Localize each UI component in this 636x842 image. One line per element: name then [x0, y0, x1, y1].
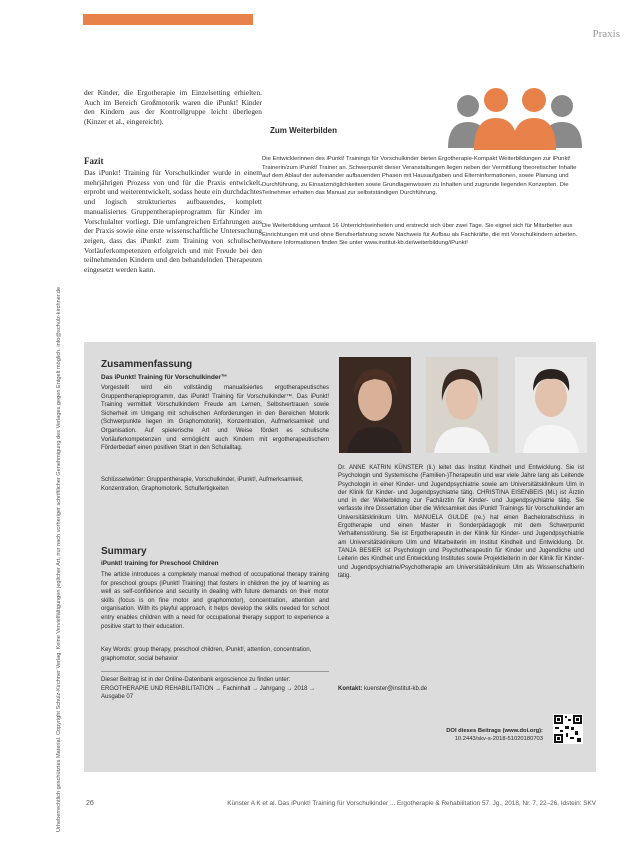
fazit-heading: Fazit [84, 156, 104, 166]
citation-divider [101, 671, 329, 672]
header-accent-bar [83, 14, 253, 25]
zusammenfassung-text: Vorgestellt wird ein vollständig manualisiertes ergotherapeutisches Gruppentherapieprogramm, das iPunkt! Training für Vorschulkinder™. Das iPunkt! Training vermittelt Vorschulkindern Freude am Lernen, Selbstvertrauen sowie Sicherheit im Umgang mit schulischen Anforderungen in den Bereichen Motorik (Schwerpunkte liegen im Graphomotorik), Konzentration, Aufmerksamkeit und Organisation. Auf spielerische Art und Weise fördert es schulische Vorläuferkompetenzen und ermöglicht auch Kindern mit ergotherapeutischem Förderbedarf einen positiven Start in den Schulalltag. [101, 385, 329, 452]
people-group-icon [440, 84, 590, 154]
weiterbilden-paragraph-2: Die Weiterbildung umfasst 16 Unterrichtseinheiten und erstreckt sich über zwei Tage. Sie eignet sich für Mitarbeiter aus Einrichtungen mit und ohne Berufserfahrung sowie Nachweis für Aufbau als Fachkräfte, die mit Vorschulkindern arbeiten. Weitere Informationen finden Sie unter www.institut-kb.de/weiterbildung/iPunkt! [262, 223, 578, 247]
fazit-paragraph: Das iPunkt! Training für Vorschulkinder wurde in einem mehrjährigen Prozess von und für die Praxis entwickelt, erprobt und weiterentwickelt, sodass heute ein durchdachtes und logisch strukturiertes aufbauendes, komplett manualisiertes Gruppentherapieprogramm für Kinder im Vorschulalter vorliegt. Die umfangreichen Erfahrungen aus der Praxis sowie eine erste wissenschaftliche Untersuchung zeigen, dass das iPunkt! zum Training von schulischen Vorläuferkompetenzen erfolgreich und mit Freude bei den teilnehmenden Kindern und den behandelnden Therapeuten eingesetzt werden kann. [84, 168, 262, 275]
doi-label: DOI dieses Beitrags (www.doi.org): [446, 728, 543, 734]
zusammenfassung-heading: Zusammenfassung [101, 359, 193, 370]
intro-paragraph: der Kinder, die Ergotherapie im Einzelsetting erhielten. Auch im Bereich Großmotorik waren die iPunkt! Kinder den Kindern aus der Kontrollgruppe leicht überlegen (Kinzer et al., eingereicht). [84, 88, 262, 126]
weiterbilden-paragraph-1: Die Entwicklerinnen des iPunkt! Trainings für Vorschulkinder bieten Ergotherapie-Kompakt Weiterbildungen zur iPunkt! Trainerin/zum iPunkt! Trainer an. Schwerpunkt dieser Veranstaltungen liegen neben der Vermittlung theoretischer Inhalte auf dem Ablauf der aufeinander aufbauenden Phasen mit Hausaufgaben und Elterninformationen, sowie Planung und Durchführung, zu Einsatzmöglichkeiten sowie Grundlagenwissen zu Inhalten und zugrunde liegenden Konzepten. Die Teilnehmer erhalten das Manual zur selbstständigen Durchführung. [262, 156, 577, 197]
contact-label: Kontakt: [338, 686, 363, 692]
copyright-note-text: Urheberrechtlich geschütztes Material. Copyright Schulz-Kirchner Verlag. Keine Vervielfältigungen jeglicher Art, nur nach vorheriger schriftlicher Genehmigung des Verlages gegen Entgelt möglich. info@schulz-kirchner.de [56, 286, 62, 832]
summary-subheading: iPunkt! training for Preschool Children [101, 560, 219, 567]
contact-line [338, 686, 427, 692]
summary-keywords: Key Words: group therapy, preschool children, iPunkt!, attention, concentration, graphomotor, social behavior [101, 647, 312, 662]
summary-heading: Summary [101, 546, 147, 557]
page-number: 26 [86, 800, 94, 807]
author-photo-left [339, 357, 411, 453]
contact-email[interactable]: kuenster@institut-kb.de [364, 686, 428, 692]
qr-code-icon[interactable] [553, 714, 583, 744]
zusammenfassung-subheading: Das iPunkt! Training für Vorschulkinder™ [101, 374, 228, 381]
doi-block [398, 727, 543, 743]
footer-reference: Künster A K et al. Das iPunkt! Training für Vorschulkinder ... Ergotherapie & Rehabilitation 57. Jg., 2018, Nr. 7, 22–26, Idstein: SKV [227, 800, 596, 807]
author-bio: Dr. ANNE KATRIN KÜNSTER (li.) leitet das Institut Kindheit und Entwicklung. Sie ist Psychologin und Systemische (Familien-)Therapeutin und war viele Jahre lang als Leitende Psychologin in einer Kinder- und Jugendpsychiatrie sowie am Universitätsklinikum Ulm in der Klinik für Kinder- und Jugendpsychiatrie tätig. CHRISTINA EISENBEIS (Mi.) ist Ärztin und in der Weiterbildung zur Fachärztin für Kinder- und Jugendpsychiatrie tätig. Sie verfasste ihre Dissertation über die Wirksamkeit des iPunkt! Trainings für Vorschulkinder am Universitätsklinikum Ulm. MANUELA GULDE (re.) hat einen Bachelorabschluss in Ergotherapie und einen Master in Sonderpädagogik mit dem Schwerpunkt Verhaltensstörung. Sie ist Ergotherapeutin in der Klinik für Kinder- und Jugendpsychiatrie am Universitätsklinikum Ulm und Mitarbeiterin im Institut Kindheit und Entwicklung. Dr. TANJA BESIER ist Psychologin und Psychotherapeutin für Kinder und Jugendliche und Leiterin des Kindheit und Entwicklung Institutes sowie Projektleiterin in der Klinik für Kinder- und Jugendpsychiatrie/Psychotherapie am Universitätsklinikum Ulm als Wissenschaftlerin tätig. [338, 465, 584, 579]
online-citation: Dieser Beitrag ist in der Online-Datenbank ergoscience zu finden unter: ERGOTHERAPIE UND REHABILITATION → Fachinhalt → Jahrgang → 2018 → Ausgabe 07 [101, 677, 316, 701]
copyright-note [56, 52, 66, 832]
author-photo-middle [426, 357, 498, 453]
zusammenfassung-keywords: Schlüsselwörter: Gruppentherapie, Vorschulkinder, iPunkt!, Aufmerksamkeit, Konzentration, Graphomotorik, Schulfertigkeiten [101, 477, 304, 492]
section-label: Praxis [592, 28, 620, 40]
doi-value[interactable]: 10.2443/skv-s-2018-51020180703 [454, 736, 543, 742]
weiterbilden-heading: Zum Weiterbilden [270, 126, 337, 135]
summary-text: The article introduces a completely manual method of occupational therapy training for preschool groups (iPunkt! Training) that fosters in children the joy of learning as well as self-confidence and security in dealing with future demands on their motor skills (focus is on fine motor and graphomotor), concentration, attention and organisation. With its playful approach, it helps develop the skills needed for school entry enables children with a need for occupational therapy support to experience a positive start to their education. [101, 572, 329, 630]
author-photo-right [515, 357, 587, 453]
